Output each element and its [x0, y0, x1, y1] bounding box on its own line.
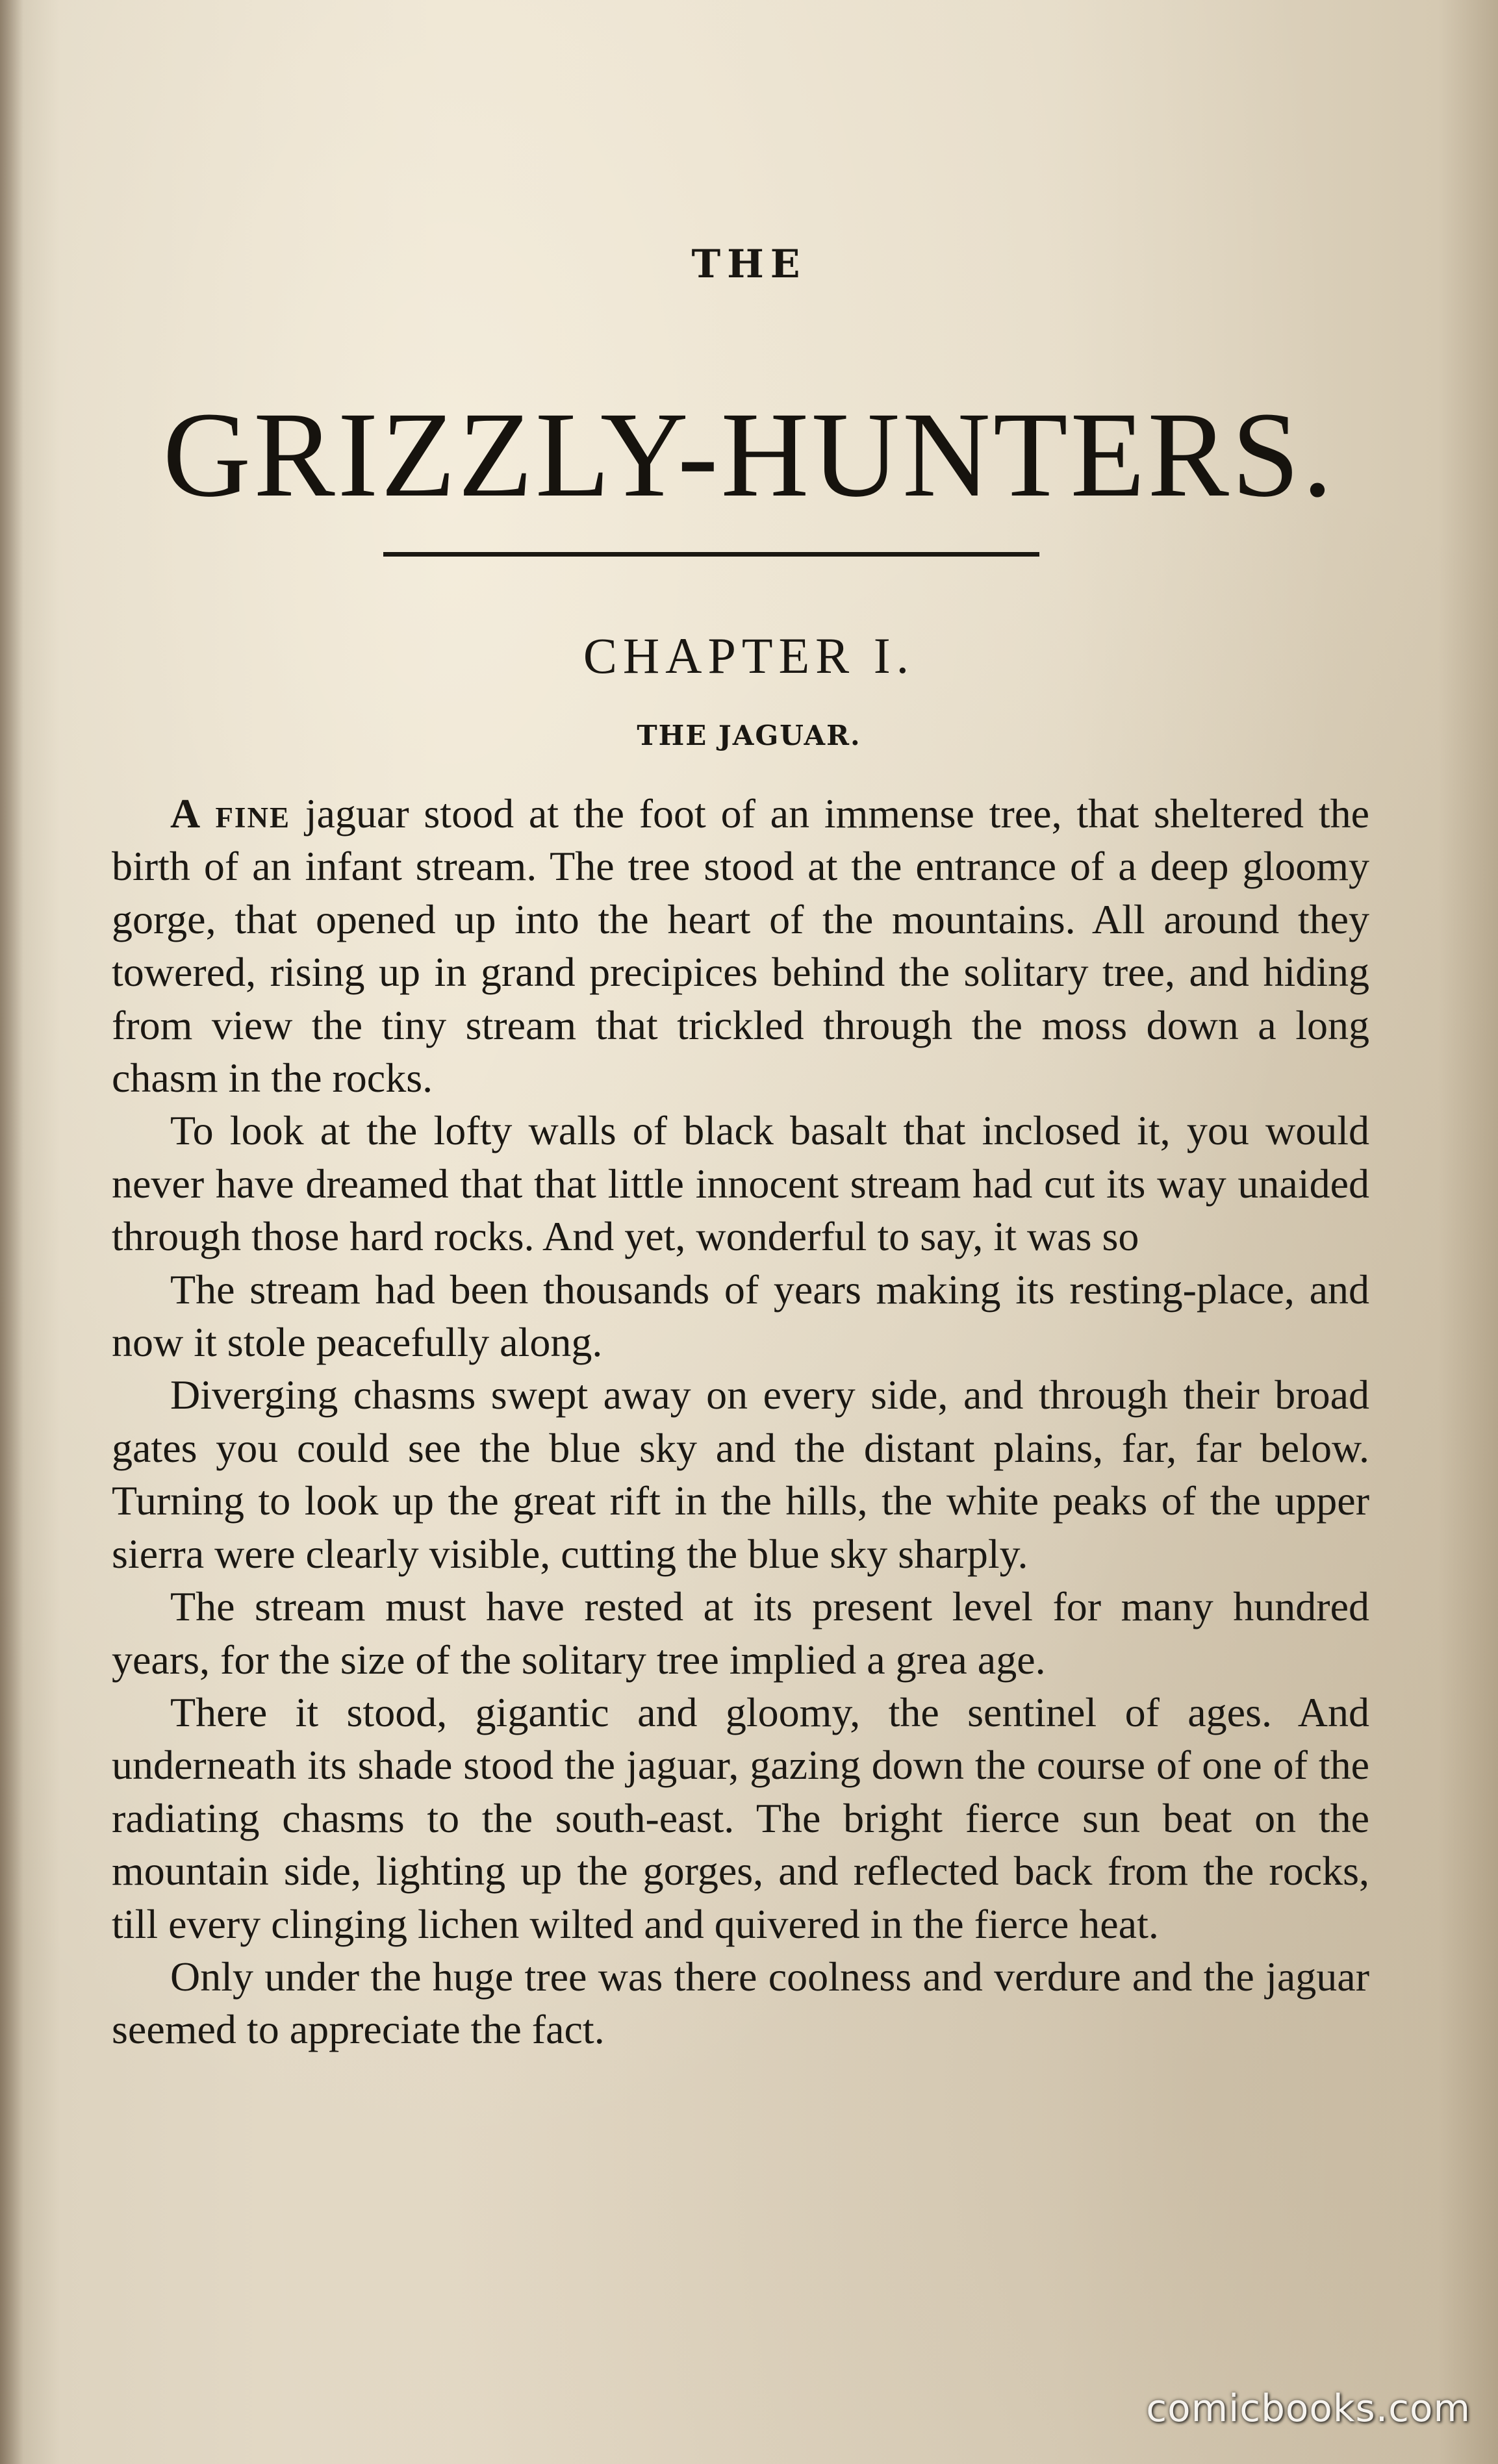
body-text — [112, 787, 1369, 2056]
watermark-text: comicbooks.com — [1146, 2386, 1471, 2430]
paragraph — [112, 1950, 1369, 2056]
page-edge-shadow — [0, 0, 23, 2464]
chapter-title: THE JAGUAR. — [637, 720, 861, 751]
paragraph-text: jaguar stood at the foot of an immense tree, that sheltered the birth of an infant stream. The tree stood at the entrance of a deep gloomy gorge, that opened up into the heart of the mountains. All around they towered, rising up in grand precipices behind the solitary tree, and hiding from view the tiny stream that trickled through the moss down a long chasm in the rocks. — [112, 790, 1370, 1101]
title-rule — [383, 552, 1039, 557]
paragraph-text: The stream must have rested at its present level for many hundred years, for the size of the solitary tree implied a grea age. — [112, 1583, 1369, 1683]
paragraph — [112, 1368, 1369, 1580]
book-title: GRIZZLY-HUNTERS. — [162, 386, 1336, 522]
paragraph — [112, 1580, 1369, 1686]
paragraph-text: There it stood, gigantic and gloomy, the sentinel of ages. And underneath its shade stood the jaguar, gazing down the course of one of the radiating chasms to the south-east. The bright fierce sun beat on the mountain side, lighting up the gorges, and reflected back from the rocks, till every clinging lichen wilted and quivered in the fierce heat. — [112, 1689, 1369, 1947]
paragraph — [112, 1104, 1369, 1263]
paragraph-lead: A fine — [170, 790, 290, 836]
paragraph — [112, 1686, 1369, 1950]
paragraph-text: The stream had been thousands of years making its resting-place, and now it stole peacefully along. — [112, 1266, 1369, 1366]
paragraph-text: Diverging chasms swept away on every side, and through their broad gates you could see the blue sky and the distant plains, far, far below. Turning to look up the great rift in the hills, the white peaks of the upper sierra were clearly visible, cutting the blue sky sharply. — [112, 1372, 1369, 1577]
paragraph-text: Only under the huge tree was there coolness and verdure and the jaguar seemed to appreciate the fact. — [112, 1953, 1369, 2053]
paragraph-text: To look at the lofty walls of black basalt that inclosed it, you would never have dreamed that that little innocent stream had cut its way unaided through those hard rocks. And yet, wonderful to say, it was so — [112, 1107, 1369, 1260]
paragraph — [112, 1263, 1369, 1369]
paragraph — [112, 787, 1369, 1104]
chapter-heading: CHAPTER I. — [583, 627, 915, 684]
title-prefix: THE — [691, 242, 807, 287]
